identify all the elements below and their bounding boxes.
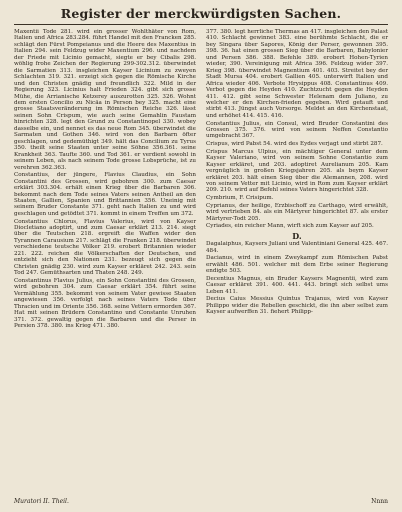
register-entry: Decentius Magnus, ein Bruder Kaysers Magnentii, wird zum Caesar erkläret 391. 400. 441. 443. bringt sich selbst ums Leben 411.: [206, 275, 388, 295]
register-entry: Constantius Julius, ein Consul, wird Bruder Constantini des Grossen 375. 376. wird von seinem Neffen Constantio umgebracht 367.: [206, 120, 388, 140]
section-letter: D.: [292, 230, 302, 241]
register-entry: Dagalaiphus, Kaysers Juliani und Valentiniani General 425. 467. 484.: [206, 241, 388, 254]
footer-volume: Muratori II. Theil.: [14, 498, 69, 505]
register-entry: Crispus Marcus Ulpius, ein mächtiger General unter dem Kayser Valeriano, wird von seinem Sohne Constantio zum Kayser erkläret, und 203. adoptiret Aurelianum 205. Kam vergnüglich in großen Kriegsjahren 205. als beym Kayser erkläret 203. hält einen Sieg über die Alemannen, 208. wird von seinem Vetter mit Licinio, wird in Rom zum Kayser erklärt 209. 210. wird auf Befehl seines Vaters hingerichtet 328.: [206, 148, 388, 194]
register-entry: Maxentii Tode 281. wird ein grosser Wohlthäter von Rom, Italien und Africa 283.284. führt Handel mit den Francken 285. schlägt den Fürst Pompeianus und die Heere des Maxentius in Italien 294. sein Feldzug wider Maxentium 296. und nachdem der Friede mit Licinio gemacht, siegte er bey Cibalis 298. wöhlig frohe Zeichen der Regierung 299-302.312. überwindet die Sarmatien 313. insgleichen Kayser Licinium zu zweyen Schlachten 319. 321. erzeigt sich gegen die Römische Kirche und den Christen gnädig und freundlich 322. Mild in der Regierung 323. Licinius halt Frieden 324. gibt sich grosse Mühe, die Arrianische Ketzerey auszurotten 325. 326. Wohnt dem ersten Concilio zu Nicäa in Person bey 325. macht eine grosse Staatsveränderung im Römischen Reiche 326. lässt seinen Sohn Crispum, wie auch seine Gemahlin Faustam hinrichten 328. legt den Grund zu Constantinopel 330. wobey dasselbe ein, und nennet es das neue Rom 345. überwindet die Sarmaten und Gothen 346. wird von den Barbarn öfter geschlagen, und gedemüthigt 349. hält das Concilium zu Tyrus 350. theilt seine Staaten unter seine Söhne 356.361. seine Krankheit 363. Taufte 360. und Tod 361. er verdient sowohl in seinem Leben, als nach seinem Tode grosse Lobsprüche, ist zu verehren 362.363.: [14, 29, 196, 171]
register-entry: Constantius Chlorus, Flavius Valerius, wird von Kayser Diocletiano adoptirt, und zum Caesar erklärt 213. 214. siegt über die Teutschen 218. ergreift die Waffen wider den Tyrannen Carausium 217. schlägt die Franken 218. überwindet verschiedene teutsche Völker 219. erobert Britannien wieder 221. 222. reichen die Völkerschaften der Deutschen, und entzieht sich den Nationen 231. bezeugt sich gegen die Christen gnädig 230. wird zum Kayser erkläret 242. 243. sein Tod 247. Gemüthsarten und Thaten 248. 249.: [14, 218, 196, 277]
register-entry: Cymbrium, F. Crisipum.: [206, 195, 274, 202]
left-column: [14, 29, 196, 331]
register-entry: Cyprianus, der heilige, Erzbischoff zu Carthago, wird erwählt, wird vertrieben 84. als ein Märtyrer hingerichtet 87. als erster Märtyrer-Todt 205.: [206, 202, 388, 222]
register-entry: 377. 380. legt herrliche Thermas an 417. insgleichen den Palast 410. Schlacht gewinnet 383. eine berühmte Schlacht, die er bey Singara über Sapores, König der Perser, gewonnen 395. 398. 36. hat einen grossen Sieg über die Barbaren, Babylonier und Persen 386. 388. Befehle 389. erobert Hohen-Tyrien wieder, 390. Vereinigung mit Africa 396. Feldzug wider 397. Krieg 398. überwindet Magnentium 401. 403. Streitet bey der Stadt Mursa 404. erobert Gallien 405. unterwirft Italien und Africa wieder 406. Verbote Hrysippus 408. Constantinus 409. Verbot gegen die Heyden 410. Zuchtzucht gegen die Heyden 411. 412. gibt seine Schwester Helenam dem Juliano, zu welcher er den Kirchen-frieden gegeben. Wird getauft und stirbt 413. Jüngst auch Vorsorge. Meldet an den Kirchenstaat, und erhöhet 414. 415. 416.: [206, 29, 388, 119]
page-title: Register der merckwürdigsten Sachen.: [60, 6, 342, 21]
right-column: [206, 29, 388, 331]
register-entry: Crispus, wird Pabst 54. wird des Eydes verjagt und stirbt 287.: [206, 141, 383, 148]
page-footer: [14, 498, 388, 505]
register-entry: Constantinus Flavius Julius, ein Sohn Constantini des Grossen, wird gebohren 304. zum Caesar erklärt 354. führt seine Vermählung 355. bekommt von seinem Vater gewisse Staaten angewiesen 356. verfolgt nach seines Vaters Tode über Thracien und im Oriente 356. 368. seine Vettern ermorden 367. Hat mit seinen Brüdern Constantino und Constante Unruhen 371. 372. gewaltig gegen die Barbaren und die Perser in Persien 378. 380. ins Krieg 471. 380.: [14, 277, 196, 329]
register-columns: [14, 29, 388, 331]
register-entry: Decius Caius Messius Quintus Trajanus, wird von Kayser Philippo wider die Rebellen geschickt, die ihn aber selbst zum Kayser aufwerffen 31. fiehert Philipp-: [206, 296, 388, 316]
footer-signature: Nnnn: [371, 498, 388, 505]
register-entry: Cyriades, ein reicher Mann, wirft sich zum Kayser auf 205.: [206, 223, 374, 230]
title-rule: [14, 24, 388, 25]
register-entry: Dacianus, wird in einem Zweykampf zum Römischen Pabst erwählt 486. 501. welcher mit dem Erbe seiner Regierung endigte 503.: [206, 255, 388, 275]
register-entry: Constantius, der jüngere, Flavius Claudius, ein Sohn Constantini des Grossen, wird gebohren 300. zum Caesar erklärt 303.304. erhält einen Krieg über die Barbaren 306. bekommt nach dem Tode seines Vaters seinen Antheil an den Staaten, Gallien, Spanien und Brittannien 356. Uneinig mit seinem Bruder Constante 371. geht nach Italien zu und wird geschlagen und getödtet 371. kommt in einem Treffen um 372.: [14, 172, 196, 217]
